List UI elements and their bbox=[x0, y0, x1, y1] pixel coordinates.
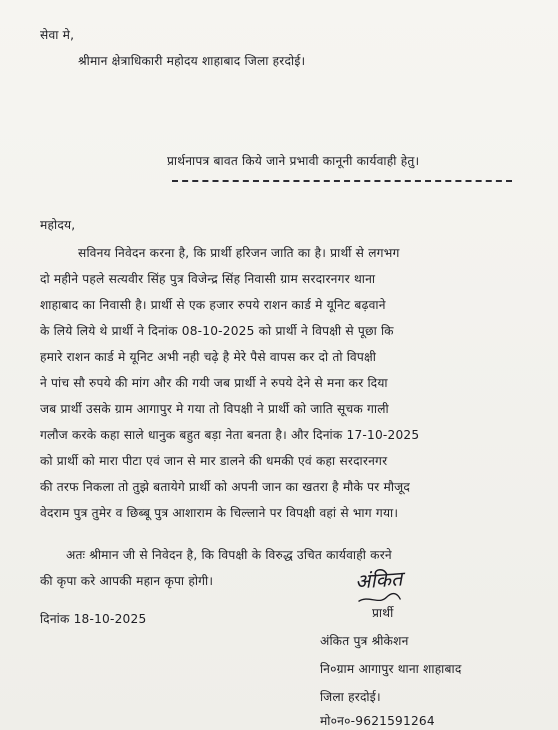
body-line: गलौज करके कहा साले धानुक बहुत बड़ा नेता बनता है। और दिनांक 17-10-2025 bbox=[40, 428, 420, 442]
body-line: जब प्रार्थी उसके ग्राम आगापुर मे गया तो विपक्षी ने प्रार्थी को जाति सूचक गाली bbox=[40, 402, 389, 416]
body-line: सविनय निवेदन करना है, कि प्रार्थी हरिजन जाति का है। प्रार्थी से लगभग bbox=[78, 246, 400, 260]
letter-date: दिनांक 18-10-2025 bbox=[40, 612, 147, 626]
body-line: दो महीने पहले सत्यवीर सिंह पुत्र विजेन्द्र सिंह निवासी ग्राम सरदारनगर थाना bbox=[40, 272, 376, 286]
sender-name: अंकित पुत्र श्रीकेशन bbox=[320, 634, 409, 648]
sender-address: नि०ग्राम आगापुर थाना शाहाबाद bbox=[320, 662, 462, 676]
body-line: की तरफ निकला तो तुझे बतायेगे प्रार्थी को अपनी जान का खतरा है मौके पर मौजूद bbox=[40, 480, 411, 494]
closing-line: की कृपा करे आपकी महान कृपा होगी। bbox=[40, 574, 214, 588]
body-line: वेदराम पुत्र तुमेर व छिब्बू पुत्र आशाराम के चिल्लाने पर विपक्षी वहां से भाग गया। bbox=[40, 506, 399, 520]
sender-mobile: मो०न०-9621591264 bbox=[320, 714, 435, 728]
addressee: श्रीमान क्षेत्राधिकारी महोदय शाहाबाद जिला हरदोई। bbox=[78, 54, 306, 68]
body-line: को प्रार्थी को मारा पीटा एवं जान से मार डालने की धमकी एवं कहा सरदारनगर bbox=[40, 454, 388, 468]
closing-line: अतः श्रीमान जी से निवेदन है, कि विपक्षी के विरुद्ध उचित कार्यवाही करने bbox=[66, 548, 392, 562]
body-line: शाहाबाद का निवासी है। प्रार्थी से एक हजार रुपये राशन कार्ड मे यूनिट बढ़वाने bbox=[40, 298, 386, 312]
salutation: सेवा मे, bbox=[40, 28, 75, 42]
sender-district: जिला हरदोई। bbox=[320, 690, 381, 704]
body-line: के लिये लिये थे प्रार्थी ने दिनांक 08-10-2025 को प्रार्थी ने विपक्षी से पूछा कि bbox=[40, 324, 394, 338]
greeting: महोदय, bbox=[40, 218, 76, 232]
body-line: हमारे राशन कार्ड मे यूनिट अभी नही चढ़े है मेरे पैसे वापस कर दो तो विपक्षी bbox=[40, 350, 377, 364]
handwritten-signature: अंकित bbox=[354, 564, 403, 594]
sender-designation: प्रार्थी bbox=[372, 606, 394, 620]
subject-line: प्रार्थनापत्र बावत किये जाने प्रभावी कानूनी कार्यवाही हेतु। bbox=[167, 154, 420, 168]
body-line: ने पांच सौ रुपये की मांग और की गयी जब प्रार्थी ने रुपये देने से मना कर दिया bbox=[40, 376, 388, 390]
subject-underline bbox=[172, 180, 512, 182]
